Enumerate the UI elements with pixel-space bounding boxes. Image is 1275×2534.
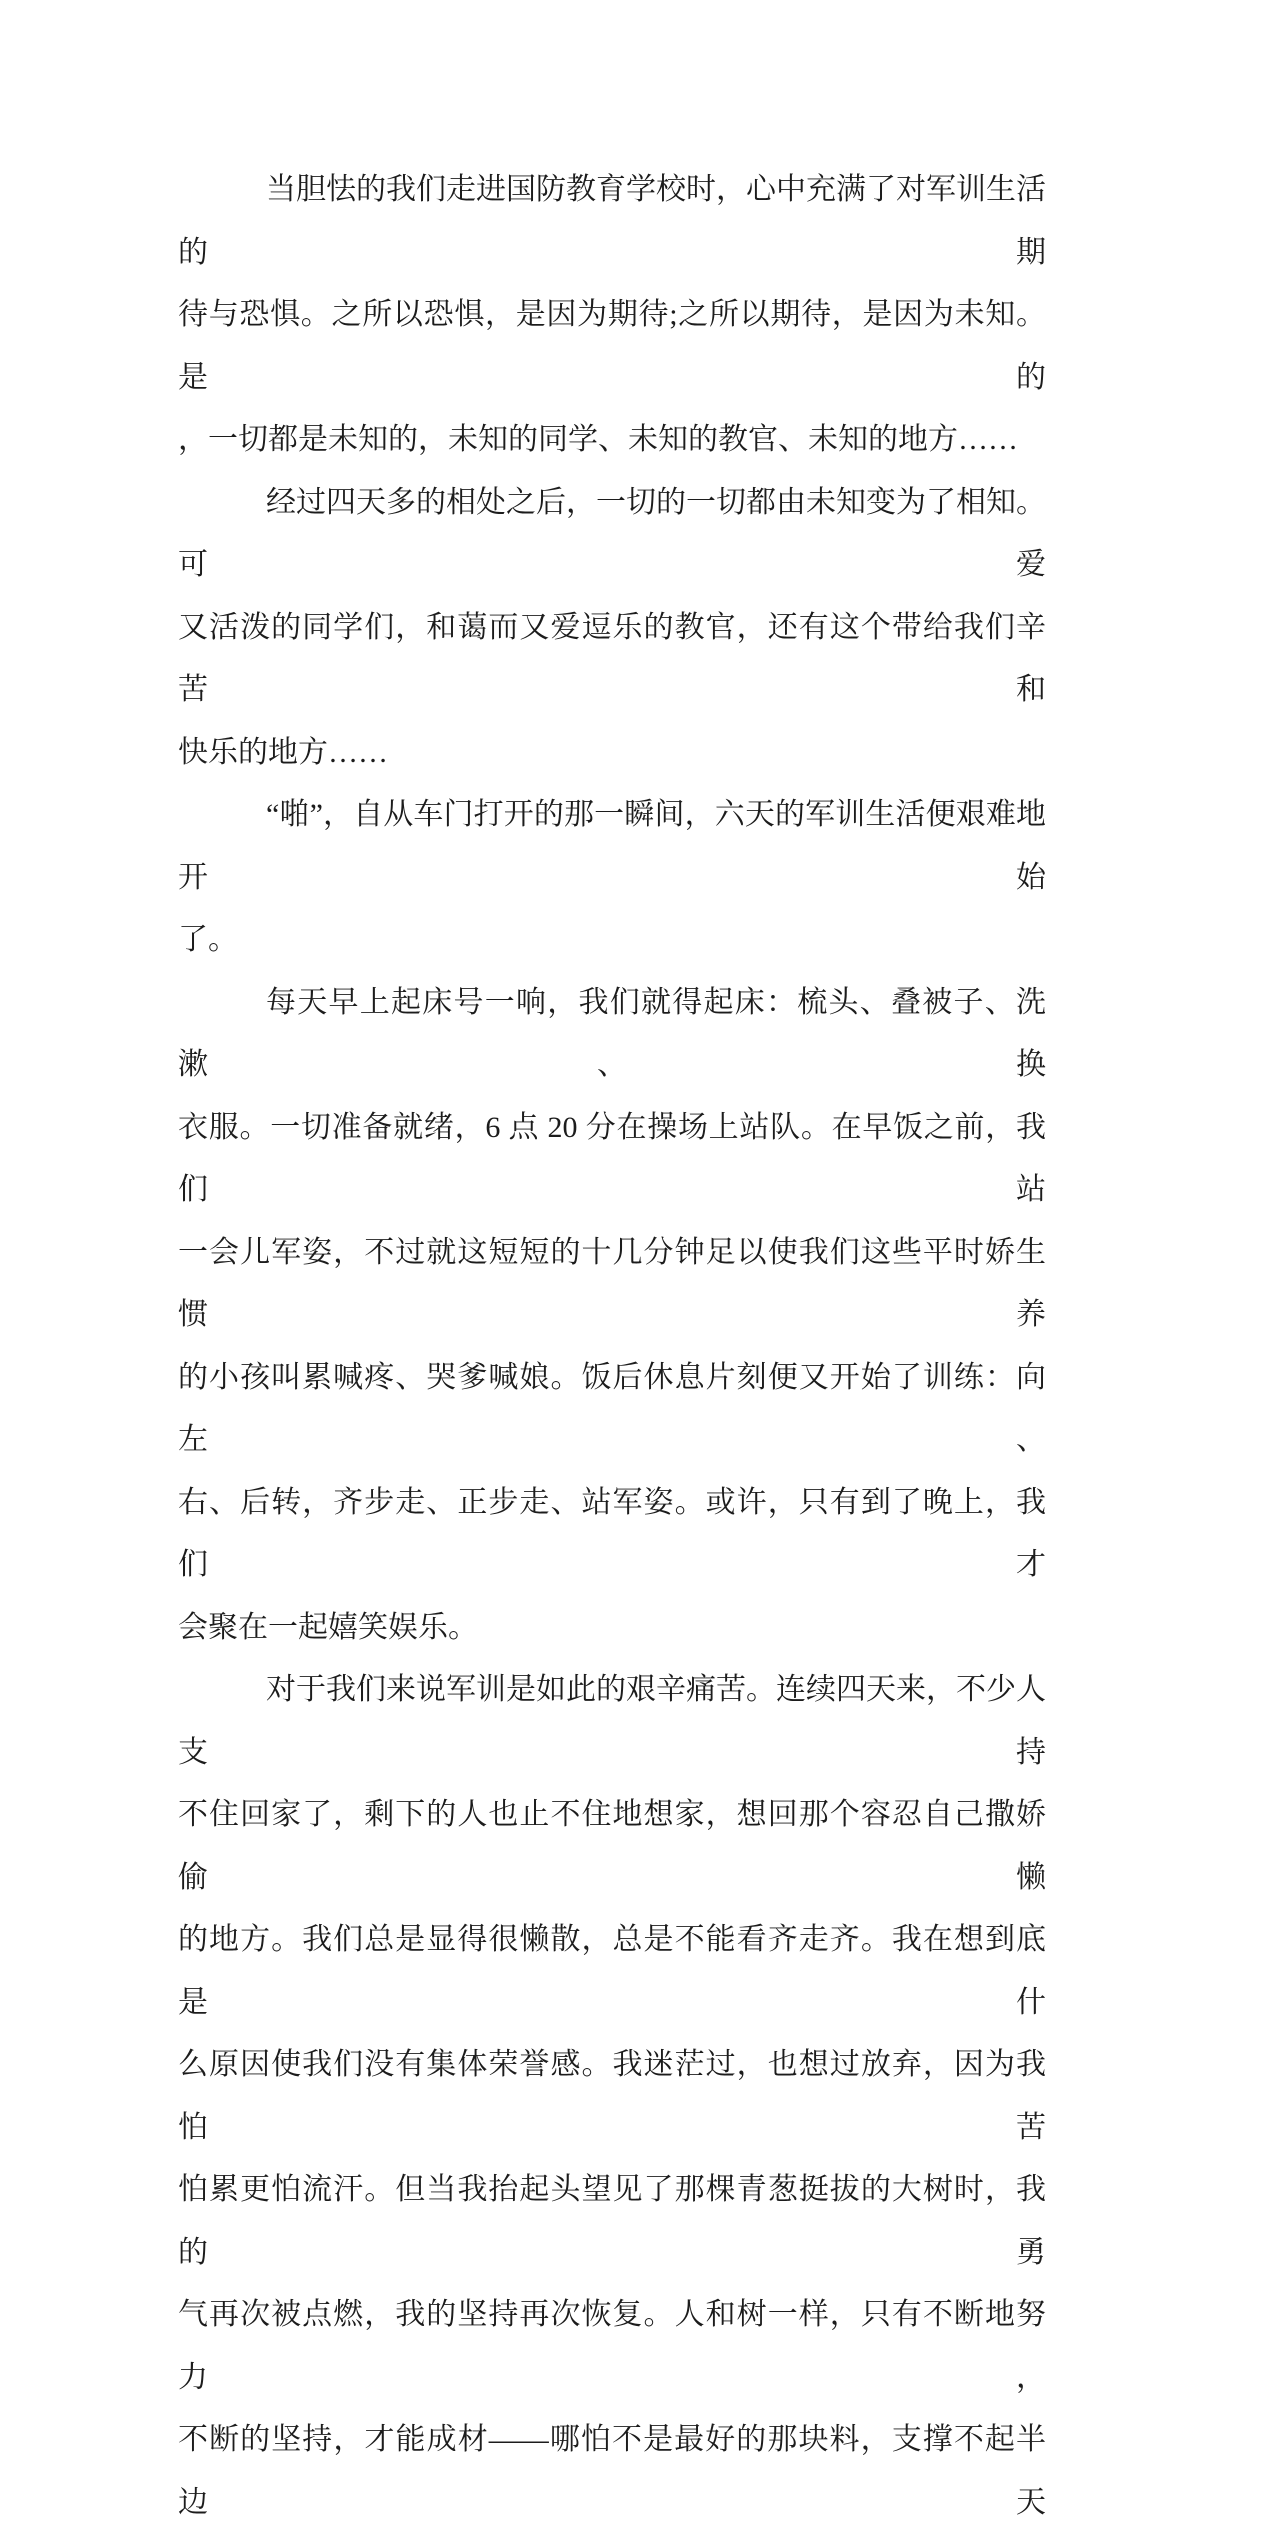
- text-line: 待与恐惧。之所以恐惧，是因为期待;之所以期待，是因为未知。是的: [178, 298, 1046, 394]
- text-line: 气再次被点燃，我的坚持再次恢复。人和树一样，只有不断地努力，: [178, 2298, 1046, 2394]
- essay-body: [178, 159, 1046, 2534]
- text-line: 不断的坚持，才能成材——哪怕不是最好的那块料，支撑不起半边天: [178, 2423, 1046, 2519]
- text-line: ，一切都是未知的，未知的同学、未知的教官、未知的地方……: [178, 423, 1018, 456]
- text-line: 又活泼的同学们，和蔼而又爱逗乐的教官，还有这个带给我们辛苦和: [178, 610, 1046, 706]
- text-line: 右、后转，齐步走、正步走、站军姿。或许，只有到了晚上，我们才: [178, 1485, 1046, 1581]
- text-line: 衣服。一切准备就绪，6 点 20 分在操场上站队。在早饭之前，我们站: [178, 1110, 1046, 1206]
- text-line: 一会儿军姿，不过就这短短的十几分钟足以使我们这些平时娇生惯养: [178, 1235, 1046, 1331]
- text-line: 的小孩叫累喊疼、哭爹喊娘。饭后休息片刻便又开始了训练：向左、: [178, 1360, 1046, 1456]
- text-line: 快乐的地方……: [178, 735, 388, 769]
- text-line: 对于我们来说军训是如此的艰辛痛苦。连续四天来，不少人支持: [178, 1673, 1046, 1769]
- text-line: 当胆怯的我们走进国防教育学校时，心中充满了对军训生活的期: [178, 173, 1046, 269]
- text-line: 经过四天多的相处之后，一切的一切都由未知变为了相知。可爱: [178, 485, 1046, 581]
- text-line: 了。: [178, 923, 238, 956]
- text-line: 么原因使我们没有集体荣誉感。我迷茫过，也想过放弃，因为我怕苦: [178, 2048, 1046, 2144]
- text-line: 不住回家了，剩下的人也止不住地想家，想回那个容忍自己撒娇偷懒: [178, 1798, 1046, 1894]
- text-line: 的地方。我们总是显得很懒散，总是不能看齐走齐。我在想到底是什: [178, 1923, 1046, 2019]
- text-line: 会聚在一起嬉笑娱乐。: [178, 1610, 478, 1644]
- text-line: 怕累更怕流汗。但当我抬起头望见了那棵青葱挺拔的大树时，我的勇: [178, 2173, 1046, 2269]
- text-line: 每天早上起床号一响，我们就得起床：梳头、叠被子、洗漱、换: [178, 985, 1046, 1081]
- text-line: “啪”，自从车门打开的那一瞬间，六天的军训生活便艰难地开始: [178, 798, 1046, 894]
